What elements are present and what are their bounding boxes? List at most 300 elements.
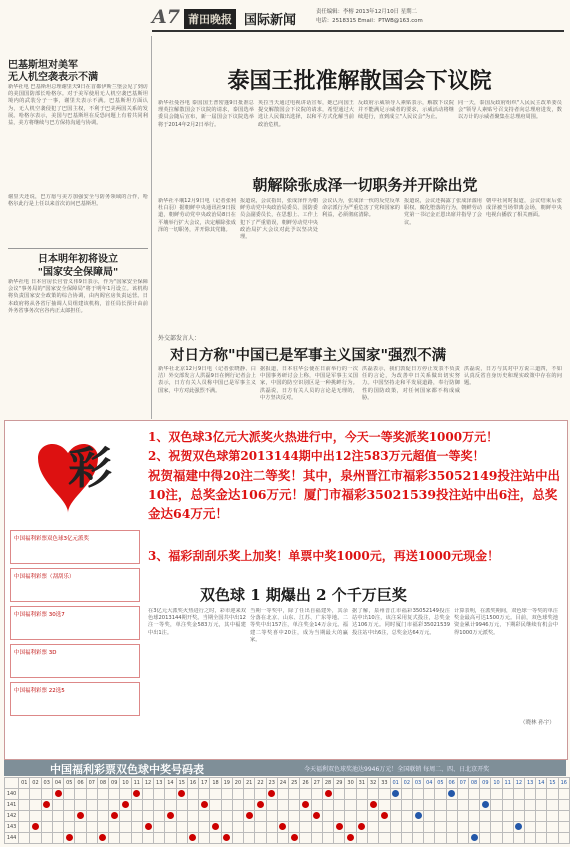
- grid-cell: [525, 800, 536, 811]
- grid-cell: [86, 833, 97, 844]
- korea-col-5: 朝中社同时报道，会议结束后张成泽被当场带离会场，朝鲜中央电视台播放了相关画面。: [486, 198, 562, 219]
- winning-number-ball: [257, 801, 264, 808]
- ad-line-1: 1、双色球3亿元大派奖火热进行中，今天一等奖派奖1000万元！: [148, 430, 499, 444]
- ad-subtitle: 双色球 1 期爆出 2 个千万巨奖: [200, 586, 407, 604]
- grid-cell: [244, 822, 255, 833]
- grid-header-cell: 10: [120, 778, 131, 789]
- grid-cell: [232, 811, 243, 822]
- grid-cell: [52, 800, 63, 811]
- grid-cell: [277, 822, 288, 833]
- grid-cell: [424, 822, 435, 833]
- grid-cell: [75, 822, 86, 833]
- grid-header-cell: 07: [86, 778, 97, 789]
- side-box-5: 中国福利彩票 22选5: [10, 682, 140, 716]
- grid-cell: [334, 800, 345, 811]
- winning-number-ball: [145, 823, 152, 830]
- grid-row: [5, 833, 570, 844]
- ad-col-1: 在3亿元大派奖火热进行之时，彩市迎来双色球2013144期开奖。当期全国共中出12注一等奖，单注奖金583万元，其中福建中出1注。: [148, 608, 246, 636]
- left-headline-2b: "国家安全保障局": [37, 267, 119, 278]
- grid-cell: [165, 822, 176, 833]
- grid-cell: [142, 800, 153, 811]
- grid-cell: [367, 822, 378, 833]
- grid-cell: [19, 833, 30, 844]
- grid-cell: [154, 811, 165, 822]
- grid-cell: [64, 822, 75, 833]
- grid-cell: [547, 822, 558, 833]
- grid-cell: [64, 833, 75, 844]
- grid-header-cell: 12: [142, 778, 153, 789]
- grid-cell: [52, 833, 63, 844]
- grid-cell: [165, 833, 176, 844]
- grid-header-cell: 15: [547, 778, 558, 789]
- grid-row-label: 144: [5, 833, 19, 844]
- grid-cell: [210, 833, 221, 844]
- grid-cell: [165, 811, 176, 822]
- winning-number-ball: [122, 801, 129, 808]
- grid-cell: [446, 811, 457, 822]
- grid-header-cell: 07: [457, 778, 468, 789]
- grid-cell: [513, 789, 524, 800]
- grid-cell: [120, 789, 131, 800]
- left-article-1: 新华社电 巴基斯坦总理谢里夫9日在首都伊斯兰堡会见了到访的美国国防部长哈格尔。对于美军使用无人机空袭巴基斯坦境内的武装分子一事，谢里夫表示不满。巴基斯坦方面认为，无人机空袭侵犯了巴国主权，不利于巴美两国关系的发展。哈格尔表示，美国与巴基斯坦在反恐问题上有着共同利益，美方将继续与巴方保持沟通与协调。: [8, 84, 148, 127]
- grid-cell: [41, 822, 52, 833]
- left-divider: [8, 248, 148, 249]
- winning-number-ball: [189, 834, 196, 841]
- grid-cell: [19, 811, 30, 822]
- grid-cell: [266, 800, 277, 811]
- grid-cell: [435, 822, 446, 833]
- grid-cell: [255, 789, 266, 800]
- ad-line-3: 祝贺福建中得20注二等奖！其中，泉州晋江市福彩35052149投注站中出10注，总奖金达106万元！厦门市福彩35021539投注站中出6注，总奖金达64万元！: [148, 468, 560, 521]
- grid-cell: [345, 800, 356, 811]
- grid-cell: [255, 811, 266, 822]
- grid-cell: [412, 833, 423, 844]
- grid-header-cell: 31: [356, 778, 367, 789]
- grid-cell: [232, 833, 243, 844]
- grid-header-cell: 02: [401, 778, 412, 789]
- grid-cell: [367, 811, 378, 822]
- grid-row-label: 140: [5, 789, 19, 800]
- grid-cell: [412, 800, 423, 811]
- grid-cell: [491, 833, 502, 844]
- grid-cell: [154, 833, 165, 844]
- grid-cell: [322, 811, 333, 822]
- thai-col-1: 新华社曼谷电 泰国国王普密蓬9日批准总理英拉解散国会下议院的请求，泰国选举委员会随后宣布，新一届国会下议院选举将于2014年2月2日举行。: [158, 100, 254, 128]
- grid-cell: [345, 833, 356, 844]
- grid-cell: [468, 800, 479, 811]
- winning-number-ball: [201, 801, 208, 808]
- grid-cell: [390, 789, 401, 800]
- grid-cell: [513, 822, 524, 833]
- grid-cell: [412, 822, 423, 833]
- grid-cell: [547, 811, 558, 822]
- grid-cell: [289, 789, 300, 800]
- left-headline-1a: 巴基斯坦对美军: [8, 60, 78, 71]
- grid-cell: [64, 789, 75, 800]
- grid-cell: [367, 789, 378, 800]
- winning-number-ball: [246, 812, 253, 819]
- grid-cell: [187, 789, 198, 800]
- grid-cell: [289, 800, 300, 811]
- grid-cell: [176, 800, 187, 811]
- newspaper-logo: 莆田晚报: [184, 9, 236, 29]
- grid-cell: [86, 800, 97, 811]
- number-table-note: 今天福利双色球奖池达9946万元！全国联销 每周二、四、日北京开奖: [304, 766, 490, 773]
- grid-cell: [536, 811, 547, 822]
- grid-cell: [266, 789, 277, 800]
- grid-cell: [300, 811, 311, 822]
- grid-header-cell: 01: [19, 778, 30, 789]
- grid-cell: [221, 789, 232, 800]
- side-box-4: 中国福利彩票 3D: [10, 644, 140, 678]
- grid-cell: [232, 822, 243, 833]
- grid-cell: [19, 822, 30, 833]
- grid-cell: [52, 811, 63, 822]
- header-meta-1: 责任编辑：李榕 2013年12月10日 星期二: [316, 9, 417, 15]
- grid-cell: [86, 811, 97, 822]
- korea-col-4: 报道说，会议还揭露了张成泽滥用职权、腐化堕落的行为，朝鲜劳动党第一书记金正恩出席并指导了会议。: [404, 198, 482, 226]
- winning-number-ball: [325, 790, 332, 797]
- thai-col-4: 同一天，泰国反政府组织"人民民主改革委员会"领导人素贴号召支持者向总理府进发，数以万计的示威者聚集在总理府周围。: [458, 100, 562, 121]
- grid-cell: [300, 833, 311, 844]
- grid-cell: [131, 822, 142, 833]
- grid-cell: [379, 822, 390, 833]
- grid-cell: [199, 789, 210, 800]
- grid-cell: [30, 789, 41, 800]
- grid-cell: [558, 789, 569, 800]
- grid-cell: [120, 822, 131, 833]
- grid-cell: [199, 822, 210, 833]
- grid-cell: [221, 833, 232, 844]
- number-grid-wrapper: [4, 777, 570, 844]
- winning-number-ball: [55, 790, 62, 797]
- grid-header-cell: 13: [525, 778, 536, 789]
- grid-cell: [536, 789, 547, 800]
- grid-row-label: 141: [5, 800, 19, 811]
- grid-cell: [502, 789, 513, 800]
- left-article-1b: 谢里夫还说，巴方愿与美方加强安全与防务领域的合作，哈格尔此行是上任以来首次访问巴基斯坦。: [8, 194, 148, 208]
- grid-cell: [30, 811, 41, 822]
- grid-cell: [457, 789, 468, 800]
- grid-header-cell: 11: [502, 778, 513, 789]
- grid-header-cell: 26: [300, 778, 311, 789]
- grid-cell: [97, 800, 108, 811]
- grid-cell: [379, 811, 390, 822]
- grid-cell: [345, 822, 356, 833]
- grid-cell: [356, 833, 367, 844]
- ad-col-4: 计算表明，在派奖期间，双色球一等奖的单注奖金最高可达1500万元。目前，双色球奖池资金累计9946万元，下期彩民继续有机会中得1000万元派奖。: [454, 608, 558, 636]
- grid-cell: [19, 789, 30, 800]
- korea-headline: 朝解除张成泽一切职务并开除出党: [252, 176, 478, 194]
- grid-header-cell: 01: [390, 778, 401, 789]
- korea-col-3: 会议认为，张成泽一伙的反党反革命宗派行为严重危害了党和国家的利益，必须彻底清除。: [322, 198, 400, 219]
- grid-header-cell: 12: [513, 778, 524, 789]
- grid-header-cell: 29: [334, 778, 345, 789]
- grid-header-cell: 04: [52, 778, 63, 789]
- japan-headline: 对日方称"中国已是军事主义国家"强烈不满: [170, 347, 447, 364]
- grid-header-cell: 33: [379, 778, 390, 789]
- korea-col-1: 新华社平壤12月9日电（记者张利 杜白羽）据朝鲜中央通讯社9日报道，朝鲜劳动党中央政治局8日在平壤举行扩大会议，决定解除张成泽的一切职务，并开除其党籍。: [158, 198, 236, 233]
- grid-cell: [390, 833, 401, 844]
- grid-cell: [468, 789, 479, 800]
- grid-cell: [525, 811, 536, 822]
- grid-cell: [468, 833, 479, 844]
- grid-cell: [64, 811, 75, 822]
- grid-row: [5, 811, 570, 822]
- winning-number-ball: [133, 790, 140, 797]
- grid-cell: [446, 789, 457, 800]
- grid-cell: [401, 789, 412, 800]
- grid-cell: [491, 800, 502, 811]
- grid-cell: [210, 800, 221, 811]
- grid-header-cell: 17: [199, 778, 210, 789]
- winning-number-ball: [212, 823, 219, 830]
- grid-cell: [491, 811, 502, 822]
- grid-cell: [502, 800, 513, 811]
- grid-header-cell: 30: [345, 778, 356, 789]
- ad-col-2: 当期一等奖中，除了任出自福建外，其余分落在北京、山东、江苏、广东等地。二等奖中出157注，单注奖金14万余元。福建二等奖喜中20注，成为当期最大的赢家。: [250, 608, 348, 643]
- grid-header-cell: 21: [244, 778, 255, 789]
- ad-col-3: 据了解，泉州晋江市福彩35052149投注站中出10注，该注采用复式投注，总奖金达106万元。同时厦门市福彩35021539投注站中出6注，总奖金达64万元。: [352, 608, 450, 636]
- grid-cell: [401, 833, 412, 844]
- grid-cell: [277, 833, 288, 844]
- ad-line-2: 2、祝贺双色球第2013144期中出12注583万元超值一等奖！: [148, 449, 485, 463]
- grid-cell: [311, 833, 322, 844]
- korea-col-2: 报道说，会议指出，张成泽作为朝鲜劳动党中央政治局委员、国防委员会副委员长，在思想上、工作上犯下了严重错误，朝鲜劳动党中央政治局扩大会议对此予以坚决处理。: [240, 198, 318, 241]
- grid-cell: [244, 789, 255, 800]
- grid-cell: [109, 833, 120, 844]
- grid-cell: [41, 811, 52, 822]
- grid-cell: [457, 833, 468, 844]
- grid-cell: [390, 811, 401, 822]
- grid-cell: [457, 800, 468, 811]
- grid-row: [5, 800, 570, 811]
- header-meta-2: 电话：2518315 Email：PTWB@163.com: [316, 18, 423, 24]
- grid-header-cell: 19: [221, 778, 232, 789]
- grid-row-label: 142: [5, 811, 19, 822]
- grid-cell: [75, 833, 86, 844]
- section-title: 国际新闻: [244, 13, 297, 28]
- grid-cell: [558, 822, 569, 833]
- grid-header-cell: 28: [322, 778, 333, 789]
- grid-cell: [86, 822, 97, 833]
- grid-cell: [255, 822, 266, 833]
- grid-cell: [221, 822, 232, 833]
- winning-number-ball: [66, 834, 73, 841]
- winning-number-ball: [392, 790, 399, 797]
- grid-header-cell: 24: [277, 778, 288, 789]
- grid-cell: [502, 822, 513, 833]
- grid-cell: [75, 789, 86, 800]
- grid-header-cell: 03: [412, 778, 423, 789]
- winning-number-ball: [313, 812, 320, 819]
- grid-cell: [311, 800, 322, 811]
- grid-cell: [334, 833, 345, 844]
- grid-cell: [142, 833, 153, 844]
- grid-cell: [491, 822, 502, 833]
- grid-cell: [210, 822, 221, 833]
- grid-row: [5, 789, 570, 800]
- grid-cell: [120, 811, 131, 822]
- grid-cell: [468, 822, 479, 833]
- grid-header-cell: 06: [446, 778, 457, 789]
- winning-number-ball: [347, 834, 354, 841]
- grid-cell: [86, 789, 97, 800]
- grid-header-cell: 25: [289, 778, 300, 789]
- grid-header-cell: 14: [536, 778, 547, 789]
- grid-cell: [255, 833, 266, 844]
- grid-cell: [176, 822, 187, 833]
- grid-cell: [300, 789, 311, 800]
- cai-character: 彩: [68, 443, 112, 494]
- grid-cell: [457, 811, 468, 822]
- grid-cell: [525, 789, 536, 800]
- grid-cell: [176, 811, 187, 822]
- grid-header-cell: 05: [64, 778, 75, 789]
- grid-cell: [356, 789, 367, 800]
- grid-cell: [266, 811, 277, 822]
- grid-cell: [64, 800, 75, 811]
- side-box-2: 中国福利彩票（刮刮乐）: [10, 568, 140, 602]
- grid-cell: [435, 800, 446, 811]
- grid-cell: [525, 833, 536, 844]
- grid-cell: [187, 833, 198, 844]
- grid-cell: [390, 822, 401, 833]
- grid-header-cell: 08: [97, 778, 108, 789]
- thai-col-2: 英拉当天通过电视讲话宣布，她已向国王提交解散国会下议院的请求，希望通过大选让人民做出选择，以和平方式化解当前政治危机。: [258, 100, 354, 128]
- grid-cell: [244, 800, 255, 811]
- header-rule: [152, 30, 564, 32]
- grid-cell: [558, 800, 569, 811]
- grid-cell: [244, 833, 255, 844]
- grid-cell: [75, 800, 86, 811]
- grid-cell: [424, 789, 435, 800]
- grid-cell: [97, 789, 108, 800]
- grid-header-cell: 06: [75, 778, 86, 789]
- grid-cell: [187, 800, 198, 811]
- grid-cell: [30, 822, 41, 833]
- grid-cell: [513, 800, 524, 811]
- grid-cell: [412, 811, 423, 822]
- japan-col-4: 洪磊说，日方与其对中方说三道四，不如认真反省自身历史和现实政策中存在的问题。: [464, 366, 562, 387]
- grid-cell: [502, 833, 513, 844]
- grid-header-cell: 09: [109, 778, 120, 789]
- grid-cell: [289, 811, 300, 822]
- grid-cell: [401, 800, 412, 811]
- column-divider: [151, 36, 152, 419]
- grid-cell: [334, 811, 345, 822]
- grid-cell: [468, 811, 479, 822]
- grid-cell: [446, 800, 457, 811]
- grid-cell: [120, 833, 131, 844]
- grid-cell: [513, 811, 524, 822]
- grid-cell: [356, 811, 367, 822]
- grid-header-cell: 16: [187, 778, 198, 789]
- japan-col-1: 新华社北京12月9日电（记者张晓静、白洁）外交部发言人洪磊9日在例行记者会上表示，日方有关人员称中国已是军事主义国家，中方对此强烈不满。: [158, 366, 256, 394]
- winning-number-ball: [279, 823, 286, 830]
- japan-col-3: 洪磊表示，我们敦促日方停止发表不负责任的言论，为改善中日关系做出切实努力。中国坚持走和平发展道路，奉行防御性的国防政策，对任何国家都不构成威胁。: [362, 366, 460, 401]
- grid-header-cell: 16: [558, 778, 569, 789]
- grid-cell: [547, 833, 558, 844]
- grid-cell: [457, 822, 468, 833]
- grid-header-cell: 03: [41, 778, 52, 789]
- grid-cell: [97, 811, 108, 822]
- grid-cell: [334, 789, 345, 800]
- grid-header-cell: 27: [311, 778, 322, 789]
- winning-number-ball: [448, 790, 455, 797]
- grid-header-cell: 20: [232, 778, 243, 789]
- grid-cell: [502, 811, 513, 822]
- grid-cell: [131, 811, 142, 822]
- ad-line-4: 3、福彩刮刮乐奖上加奖！单票中奖1000元，再送1000元现金！: [148, 549, 500, 563]
- winning-number-ball: [223, 834, 230, 841]
- grid-row: [5, 822, 570, 833]
- winning-number-ball: [178, 790, 185, 797]
- grid-cell: [52, 822, 63, 833]
- grid-cell: [199, 833, 210, 844]
- grid-cell: [367, 833, 378, 844]
- grid-header-cell: 05: [435, 778, 446, 789]
- grid-cell: [277, 811, 288, 822]
- grid-cell: [176, 833, 187, 844]
- grid-cell: [244, 811, 255, 822]
- winning-number-ball: [358, 823, 365, 830]
- left-headline-1b: 无人机空袭表示不满: [8, 72, 98, 83]
- winning-number-ball: [99, 834, 106, 841]
- grid-cell: [345, 789, 356, 800]
- grid-cell: [300, 822, 311, 833]
- grid-cell: [446, 822, 457, 833]
- grid-cell: [109, 822, 120, 833]
- grid-header-cell: 23: [266, 778, 277, 789]
- grid-cell: [311, 789, 322, 800]
- grid-cell: [266, 833, 277, 844]
- grid-cell: [480, 811, 491, 822]
- grid-cell: [480, 822, 491, 833]
- grid-cell: [199, 800, 210, 811]
- number-table-bar: [4, 760, 566, 776]
- grid-cell: [176, 789, 187, 800]
- winning-number-ball: [482, 801, 489, 808]
- grid-cell: [491, 789, 502, 800]
- grid-header-cell: 14: [165, 778, 176, 789]
- grid-cell: [41, 789, 52, 800]
- grid-cell: [367, 800, 378, 811]
- left-column: [8, 60, 148, 429]
- grid-cell: [75, 811, 86, 822]
- grid-cell: [19, 800, 30, 811]
- grid-cell: [52, 789, 63, 800]
- grid-cell: [131, 800, 142, 811]
- grid-header-cell: 09: [480, 778, 491, 789]
- number-grid: [4, 777, 570, 844]
- grid-cell: [221, 811, 232, 822]
- grid-cell: [277, 800, 288, 811]
- grid-cell: [547, 789, 558, 800]
- winning-number-ball: [167, 812, 174, 819]
- grid-cell: [424, 811, 435, 822]
- grid-header-cell: 32: [367, 778, 378, 789]
- grid-header-cell: 18: [210, 778, 221, 789]
- grid-cell: [187, 811, 198, 822]
- grid-cell: [379, 789, 390, 800]
- grid-cell: [322, 800, 333, 811]
- grid-cell: [356, 822, 367, 833]
- grid-cell: [401, 811, 412, 822]
- grid-cell: [480, 800, 491, 811]
- grid-header-cell: 08: [468, 778, 479, 789]
- side-box-1: 中国福利彩票双色球3亿元派奖: [10, 530, 140, 564]
